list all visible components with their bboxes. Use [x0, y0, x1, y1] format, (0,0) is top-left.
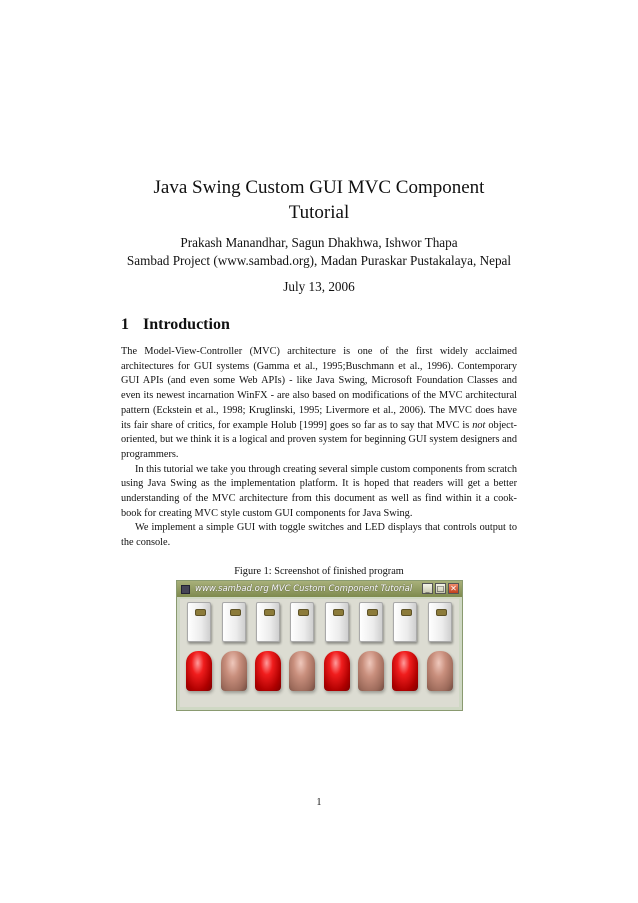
section-body	[121, 345, 517, 551]
section-number: 1	[121, 316, 129, 333]
maximize-button[interactable]: □	[436, 584, 445, 593]
paragraph-1-text-b: object-oriented, but we think it is a logical and proven system for beginning GUI system designers and programmers.	[121, 419, 517, 460]
section-title: Introduction	[143, 316, 230, 333]
section-heading	[121, 316, 230, 334]
toggle-switch[interactable]	[325, 602, 349, 642]
led-on	[392, 651, 418, 691]
toggle-switch-knob	[298, 609, 309, 616]
led-off	[221, 651, 247, 691]
led-on	[324, 651, 350, 691]
toggle-switch-knob	[367, 609, 378, 616]
toggle-switch[interactable]	[187, 602, 211, 642]
toggle-switch-knob	[230, 609, 241, 616]
toggle-switch[interactable]	[222, 602, 246, 642]
toggle-switch-knob	[401, 609, 412, 616]
paper-title-line-2: Tutorial	[288, 202, 350, 223]
minimize-button[interactable]: _	[422, 583, 433, 594]
toggle-switch-knob	[195, 609, 206, 616]
toggle-switch[interactable]	[256, 602, 280, 642]
emphasis-not: not	[472, 419, 486, 431]
window-client-area	[180, 599, 459, 707]
toggle-switch-row	[182, 602, 457, 642]
led-off	[289, 651, 315, 691]
paragraph-1	[121, 345, 517, 463]
window-controls	[422, 583, 459, 594]
led-off	[427, 651, 453, 691]
paragraph-3: We implement a simple GUI with toggle switches and LED displays that controls output to the console.	[121, 522, 517, 549]
app-icon	[181, 585, 190, 594]
toggle-switch[interactable]	[393, 602, 417, 642]
window-title: www.sambad.org MVC Custom Component Tutorial	[195, 584, 413, 594]
paragraph-2: In this tutorial we take you through creating several simple custom components from scratch using Java Swing as the implementation platform. It is hoped that readers will get a better understanding of the MVC architecture from this document as well as find within it a cook-book for creating MVC style custom GUI components for Java Swing.	[121, 463, 517, 519]
paragraph-1-text-a: The Model-View-Controller (MVC) architecture is one of the first widely acclaimed architectures for GUI systems (Gamma et al., 1995;Buschmann et al., 1996). Contemporary GUI APIs (and even some Web APIs) - like Java Swing, Microsoft Foundation Classes and even its newest incarnation WinFX - are also based on modifications of the MVC architectural pattern (Eckstein et al., 1998; Kruglinski, 1995; Livermore et al., 2006). The MVC does have its fair share of critics, for example Holub [1999] goes so far as to say that MVC is	[121, 346, 517, 431]
author-block	[60, 234, 578, 270]
close-button[interactable]: ✕	[448, 583, 459, 594]
toggle-switch-knob	[436, 609, 447, 616]
author-affiliation: Sambad Project (www.sambad.org), Madan Puraskar Pustakalaya, Nepal	[126, 253, 512, 268]
toggle-switch[interactable]	[359, 602, 383, 642]
toggle-switch[interactable]	[428, 602, 452, 642]
toggle-switch-knob	[264, 609, 275, 616]
toggle-switch-knob	[333, 609, 344, 616]
led-off	[358, 651, 384, 691]
led-on	[255, 651, 281, 691]
paper-date: July 13, 2006	[283, 279, 355, 294]
led-on	[186, 651, 212, 691]
toggle-switch[interactable]	[290, 602, 314, 642]
window-titlebar	[177, 581, 462, 597]
paper-title-line-1: Java Swing Custom GUI MVC Component	[153, 177, 485, 198]
figure-caption: Figure 1: Screenshot of finished program	[234, 566, 404, 577]
page-number: 1	[316, 797, 322, 808]
program-screenshot-window	[176, 580, 463, 711]
paper-title	[100, 175, 538, 225]
author-names: Prakash Manandhar, Sagun Dhakhwa, Ishwor Thapa	[180, 235, 458, 250]
led-display-row	[182, 651, 457, 691]
